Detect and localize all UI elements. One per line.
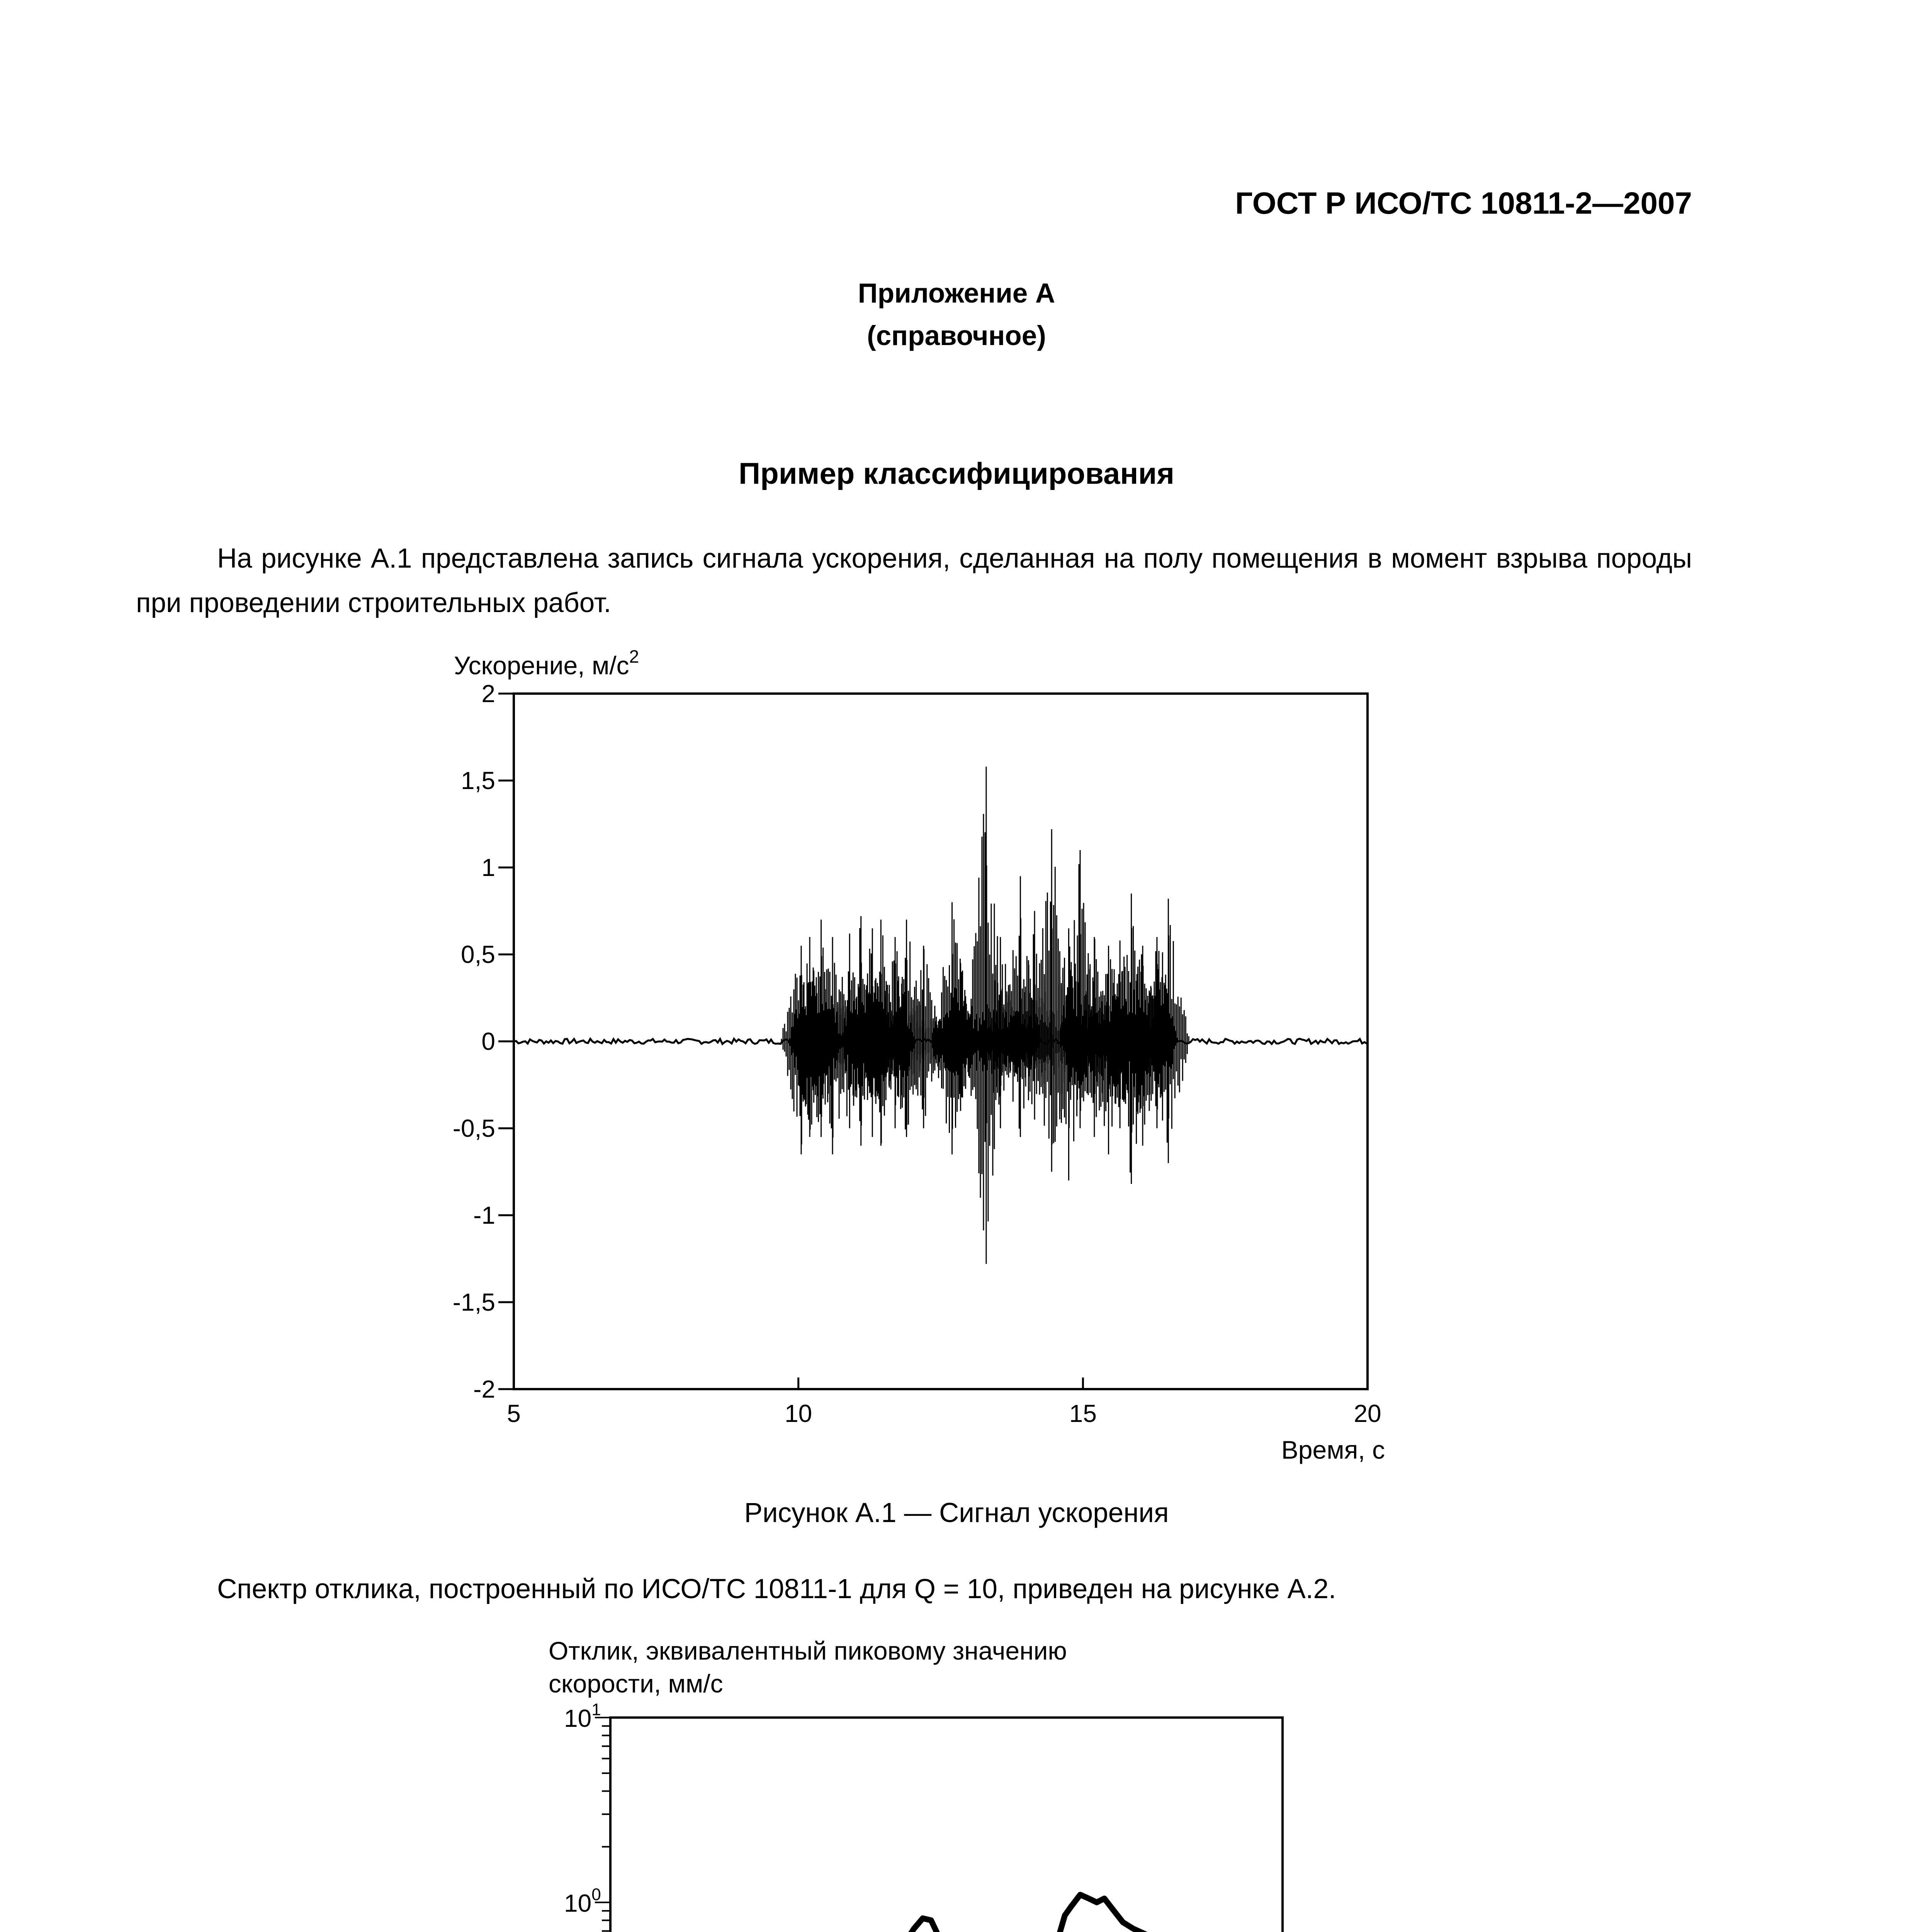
acceleration-y-tick-label: 1 [481, 854, 495, 881]
acceleration-axes [453, 680, 1381, 1427]
standard-number: ГОСТ Р ИСО/ТС 10811-2—2007 [1235, 186, 1692, 220]
acceleration-x-tick-label: 15 [1069, 1400, 1097, 1427]
acceleration-signal [514, 767, 1367, 1264]
acceleration-y-label-superscript: 2 [629, 646, 639, 667]
figure-a1-caption: Рисунок А.1 — Сигнал ускорения [744, 1498, 1169, 1528]
acceleration-y-label-text: Ускорение, м/с [454, 651, 629, 680]
spectrum-y-label-line-2: скорости, мм/с [549, 1669, 723, 1698]
acceleration-x-tick-label: 20 [1354, 1400, 1381, 1427]
spectrum-paragraph: Спектр отклика, построенный по ИСО/ТС 10811-1 для Q = 10, приведен на рисунке А.2. [217, 1574, 1336, 1604]
section-heading: Пример классифицирования [739, 456, 1174, 490]
intro-paragraph: На рисунке А.1 представлена запись сигнала ускорения, сделанная на полу помещения в момент взрыва породы при проведении строительных работ. [136, 543, 1692, 618]
spectrum-y-tick-exponent: 0 [591, 1885, 601, 1904]
acceleration-y-tick-label: -1,5 [452, 1288, 495, 1316]
acceleration-x-tick-label: 10 [785, 1400, 812, 1427]
acceleration-burst [940, 963, 981, 1111]
acceleration-y-tick-label: 0 [481, 1027, 495, 1055]
spectrum-y-label-line-1: Отклик, эквивалентный пиковому значению [549, 1636, 1067, 1665]
acceleration-y-tick-label: 1,5 [461, 767, 495, 794]
acceleration-y-tick-label: -2 [473, 1375, 495, 1403]
spectrum-y-tick-exponent: 1 [591, 1700, 601, 1719]
spectrum-y-tick-base: 10 [564, 1889, 592, 1917]
acceleration-y-tick-label: -0,5 [452, 1114, 495, 1142]
appendix-title: Приложение А [858, 278, 1055, 309]
acceleration-x-label: Время, с [1281, 1435, 1385, 1464]
acceleration-y-tick-label: 2 [481, 680, 495, 707]
appendix-status: (справочное) [867, 321, 1046, 351]
acceleration-x-tick-label: 5 [507, 1400, 521, 1427]
acceleration-y-tick-label: -1 [473, 1201, 495, 1229]
spectrum-y-tick-base: 10 [564, 1704, 592, 1732]
acceleration-y-tick-label: 0,5 [461, 940, 495, 968]
acceleration-y-label [454, 646, 639, 680]
acceleration-burst [1147, 899, 1189, 1163]
